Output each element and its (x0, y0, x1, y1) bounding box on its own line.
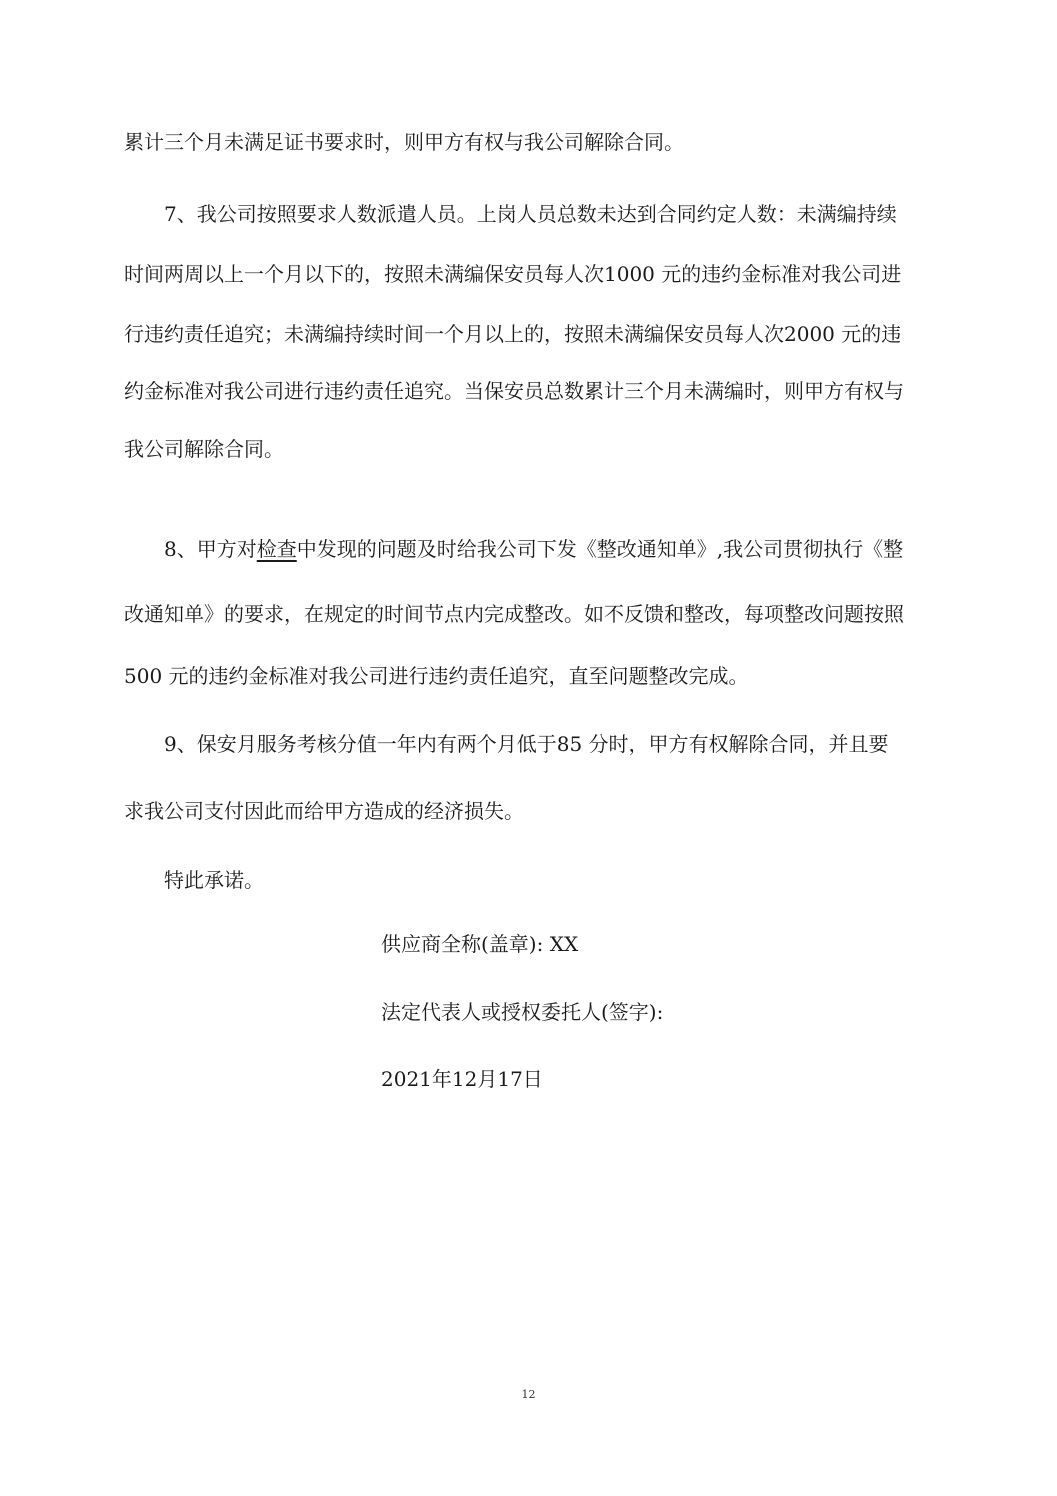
para7-line2: 时间两周以上一个月以下的，按照未满编保安员每人次1000 元的违约金标准对我公司进 (124, 262, 902, 286)
para8-line1-post: 中发现的问题及时给我公司下发《整改通知单》,我公司贯彻执行《整 (296, 537, 904, 561)
para7-line1: 7、我公司按照要求人数派遣人员。上岗人员总数未达到合同约定人数：未满编持续 (164, 202, 897, 226)
closing-statement: 特此承诺。 (164, 868, 264, 892)
para7-line4: 约金标准对我公司进行违约责任追究。当保安员总数累计三个月未满编时，则甲方有权与 (124, 379, 904, 403)
para7-line3: 行违约责任追究；未满编持续时间一个月以上的，按照未满编保安员每人次2000 元的违 (124, 322, 902, 346)
page-number: 12 (521, 1388, 536, 1401)
para8-line2: 改通知单》的要求，在规定的时间节点内完成整改。如不反馈和整改，每项整改问题按照 (124, 602, 904, 626)
para8-line1 (164, 535, 903, 563)
supplier-name: 供应商全称(盖章): XX (381, 932, 579, 956)
para8-line1-pre: 8、甲方对 (164, 537, 257, 561)
inspection-link[interactable]: 检查 (256, 537, 297, 561)
para7-line5: 我公司解除合同。 (124, 437, 284, 461)
signature-date: 2021年12月17日 (381, 1067, 543, 1091)
para6-line1: 累计三个月未满足证书要求时，则甲方有权与我公司解除合同。 (124, 130, 684, 154)
para8-line3: 500 元的违约金标准对我公司进行违约责任追究，直至问题整改完成。 (124, 664, 749, 688)
representative-signature: 法定代表人或授权委托人(签字): (381, 1000, 664, 1024)
para9-line2: 求我公司支付因此而给甲方造成的经济损失。 (124, 799, 524, 823)
para9-line1: 9、保安月服务考核分值一年内有两个月低于85 分时，甲方有权解除合同，并且要 (164, 732, 889, 756)
